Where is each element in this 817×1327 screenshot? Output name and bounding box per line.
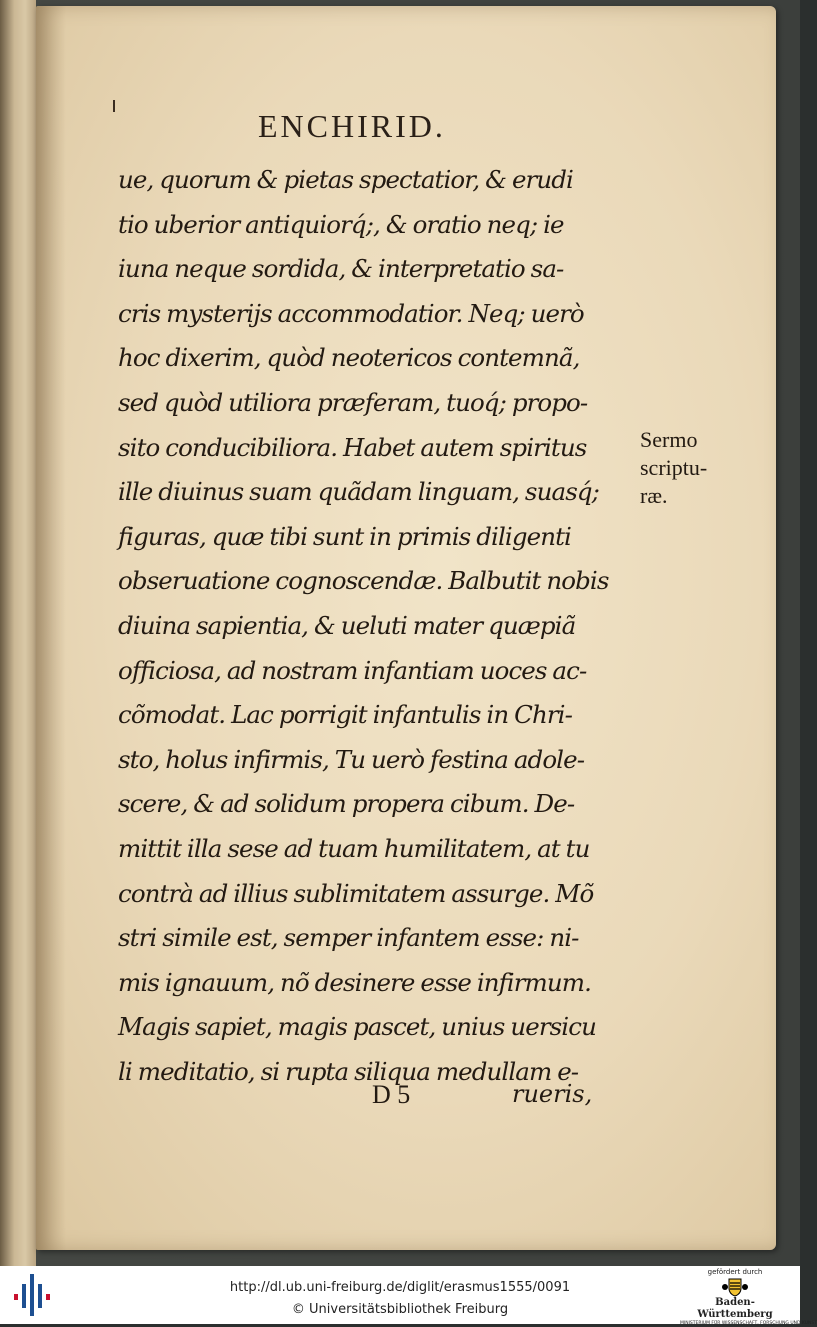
text-line: cõmodat. Lac porrigit infantulis in Chri-: [118, 700, 572, 730]
viewer-footer: [0, 1266, 817, 1326]
text-line: iuna neque sordida, & interpretatio sa-: [118, 254, 564, 284]
text-line: sed quòd utiliora præferam, tuoq́; propo-: [118, 387, 588, 417]
catchword: rueris,: [512, 1080, 593, 1108]
text-line: scere, & ad solidum propera cibum. De-: [118, 789, 575, 819]
text-line: sto, holus infirmis, Tu uerò festina adole-: [118, 744, 585, 774]
text-line: li meditatio, si rupta siliqua medullam e-: [118, 1056, 579, 1086]
text-line: figuras, quæ tibi sunt in primis diligenti: [118, 521, 571, 551]
text-line: ille diuinus suam quãdam linguam, suasq́;: [118, 477, 600, 507]
running-header: ENCHIRID.: [258, 108, 446, 144]
text-line: Magis sapiet, magis pascet, unius uersicu: [118, 1012, 596, 1042]
text-line: mittit illa sese ad tuam humilitatem, at tu: [118, 833, 590, 863]
sponsor-block: [680, 1268, 817, 1327]
text-line: obseruatione cognoscendæ. Balbutit nobis: [118, 566, 609, 596]
text-line: mis ignauum, nõ desinere esse infirmum.: [118, 967, 591, 997]
text-line: tio uberior antiquiorq́;, & oratio neq; ie: [118, 209, 564, 239]
text-line: officiosa, ad nostram infantiam uoces ac-: [118, 655, 587, 685]
text-line: cris mysterijs accommodatior. Neq; uerò: [118, 298, 584, 328]
sponsor-ministry: MINISTERIUM FÜR WISSENSCHAFT, FORSCHUNG UND KUNST: [680, 1321, 817, 1326]
text-line: contrà ad illius sublimitatem assurge. Mõ: [118, 878, 594, 908]
permalink-url[interactable]: http://dl.ub.uni-freiburg.de/diglit/erasmus1555/0091: [229, 1280, 571, 1295]
margin-note-line: Sermo: [640, 427, 698, 452]
sponsor-label: gefördert durch: [707, 1268, 763, 1276]
body-text: [118, 158, 638, 1094]
previous-page-edge: [0, 0, 36, 1266]
signature-mark: D 5: [372, 1080, 411, 1109]
text-line: sito conducibiliora. Habet autem spiritus: [118, 432, 587, 462]
text-line: ue, quorum & pietas spectatior, & erudi: [118, 165, 573, 194]
copyright-text: © Universitätsbibliothek Freiburg: [291, 1302, 509, 1317]
text-line: hoc dixerim, quòd neotericos contemnã,: [118, 343, 580, 373]
margin-note-line: ræ.: [640, 483, 668, 508]
coat-of-arms-icon: [720, 1277, 750, 1297]
text-line: diuina sapientia, & ueluti mater quæpiã: [118, 610, 576, 640]
margin-note: [640, 426, 707, 510]
sponsor-name: Baden-Württemberg: [697, 1297, 773, 1320]
text-line: stri simile est, semper infantem esse: ni-: [118, 923, 579, 953]
book-page: [36, 6, 776, 1250]
ink-mark: [113, 100, 115, 112]
margin-note-line: scriptu-: [640, 455, 708, 480]
